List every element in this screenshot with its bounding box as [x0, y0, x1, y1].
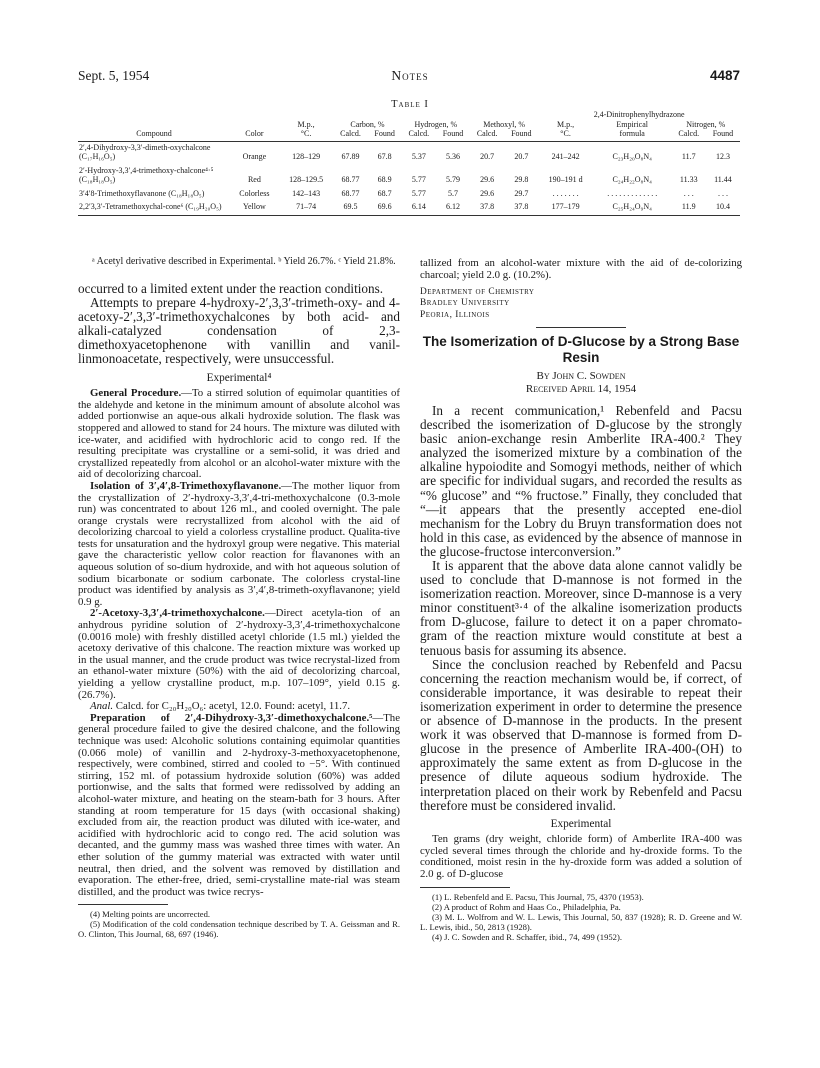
- table-footnote: ᵃ Acetyl derivative described in Experimental. ᵇ Yield 26.7%. ᶜ Yield 21.8%.: [92, 256, 396, 267]
- body-paragraph: Attempts to prepare 4-hydroxy-2′,3,3′-trimeth-oxy- and 4-acetoxy-2′,3,3′-trimethoxychalcones by both acid- and alkali-catalyzed condensation of 2,3-dimethoxyacetophenone with vanillin and vanil-linmonoacetate, respectively, were unsuccessful.: [78, 295, 400, 367]
- body-paragraph: In a recent communication,¹ Rebenfeld and Pacsu described the isomerization of D-glucose by the strongly basic anion-exchange resin Amberlite IRA-400.² They analyzed the isomerized mixture by a combination of the alkaline hypoiodite and Somogyi methods, neither of which are specific for individual sugars, and recorded the results as “% glucose” and “% fructose.” Finally, they concluded that “—it appears that the presently accepted ene-diol mechanism for the Lobry du Bruyn transformation does not hold in this case, as evidenced by the absence of mannose in the glucose-fructose interconversion.”: [420, 402, 742, 559]
- section-rule: [536, 327, 626, 328]
- cell-h-calcd: 5.37: [411, 152, 426, 161]
- cell-c-found: 68.9: [377, 175, 392, 184]
- affiliation: Bradley University: [420, 298, 510, 309]
- cell-color: Red: [247, 175, 261, 184]
- cell-ome-found: 37.8: [504, 201, 538, 215]
- cell-dnp-mp: 241–242: [551, 152, 580, 161]
- cell-ome-calcd: 29.6: [480, 188, 495, 198]
- cell-ome-calcd: 20.7: [480, 152, 495, 161]
- cell-dnp-formula: C₂₅H₂₄O₉N₄: [593, 201, 672, 215]
- cell-c-found: 69.6: [368, 201, 402, 215]
- header-mp-unit: °C.: [279, 129, 334, 141]
- cell-ome-found: 29.7: [514, 188, 529, 198]
- cell-ome-found: 29.8: [514, 175, 529, 184]
- header-hydrogen: Hydrogen, %: [414, 119, 458, 129]
- header-found: Found: [504, 129, 538, 141]
- table-row: [78, 141, 740, 165]
- paragraph-text: —Direct acetyla-tion of an anhydrous pyridine solution of 2′-hydroxy-3,3′,4-trimethoxychalcone (0.0016 mole) with freshly distilled acetyl chloride (1.5 ml.) yielded the acetoxy derivative of this chalcone. The reaction mixture was worked up in the usual manner, and the crude product was twice recrystal-lized from an ethanol-water mixture (50%) with the aid of decolorizing charcoal, yielding a yellow crystalline product, m.p. 107–109°, yield 0.15 g. (26.7%).: [78, 607, 400, 701]
- dnp-group-header: 2,4-Dinitrophenylhydrazone: [593, 110, 685, 119]
- header-found: Found: [706, 129, 740, 141]
- header-calcd: Calcd.: [402, 129, 436, 141]
- header-empirical: Empirical: [616, 119, 648, 129]
- received-date: Received April 14, 1954: [525, 383, 637, 396]
- data-table: [78, 110, 740, 216]
- header-calcd: Calcd.: [672, 129, 706, 141]
- run-in-heading: General Procedure.: [90, 387, 182, 400]
- general-procedure-paragraph: [78, 388, 400, 481]
- affiliation: Peoria, Illinois: [420, 309, 490, 320]
- body-paragraph: It is apparent that the above data alone cannot validly be used to conclude that D-mannose is not formed in the isomerization reaction. Moreover, since D-mannose is a very minor constituent³·⁴ of the alkaline isomerization products from D-glucose, failure to detect it on a paper chromato-gram of the reaction mixture would constitute at best a tenuous basis for assuming its absence.: [420, 558, 742, 658]
- cell-dnp-formula: C₂₃H₂₀O₈N₄: [612, 152, 652, 161]
- table-row: [78, 165, 740, 188]
- cell-dnp-formula: C₂₄H₂₂O₈N₄: [612, 175, 652, 184]
- footnote: (1) L. Rebenfeld and E. Pacsu, This Journal, 75, 4370 (1953).: [432, 891, 644, 902]
- table-caption: Table I: [391, 99, 429, 110]
- cell-dnp-mp: 190–191 d: [548, 175, 583, 184]
- article-title: The Isomerization of D-Glucose by a Strong Base Resin: [422, 333, 740, 365]
- cell-n-found: 10.4: [706, 201, 740, 215]
- header-found: Found: [436, 129, 470, 141]
- header-formula: formula: [593, 129, 672, 141]
- cell-ome-found: 20.7: [514, 152, 529, 161]
- cell-h-found: 5.79: [445, 175, 460, 184]
- cell-ome-calcd: 37.8: [470, 201, 504, 215]
- cell-mp: 142–143: [292, 188, 321, 198]
- cell-compound: 2,2′3,3′-Tetramethoxychal-cone⁶ (C₁₉H₂₀O₅): [78, 201, 230, 215]
- cell-compound: 3′4′8-Trimethoxyflavanone (C₁₈H₁₈O₅): [79, 188, 205, 198]
- cell-color: Colorless: [239, 188, 270, 198]
- anal-label: Anal.: [90, 700, 114, 713]
- body-paragraph: Ten grams (dry weight, chloride form) of Amberlite IRA-400 was cycled several times through the chloride and hy-droxide forms. To the conditioned, moist resin in the hy-droxide form was added a solution of 2.0 g. of D-glucose: [420, 833, 742, 881]
- header-compound: Compound: [78, 129, 230, 141]
- cell-h-calcd: 6.14: [402, 201, 436, 215]
- cell-h-calcd: 5.77: [411, 188, 426, 198]
- cell-mp: 128–129.5: [289, 175, 324, 184]
- page-number: 4487: [709, 68, 740, 83]
- table-row: [78, 188, 740, 202]
- cell-mp: 128–129: [292, 152, 321, 161]
- cell-n-calcd: 11.33: [679, 175, 698, 184]
- cell-color: Orange: [242, 152, 267, 161]
- paragraph-text: Calcd. for C₂₀H₂₀O₆: acetyl, 12.0. Found: acetyl, 11.7.: [113, 700, 351, 713]
- cell-compound: 2′-Hydroxy-3,3′,4-trimethoxy-chalcone⁴·⁵ (C₁₈H₁₈O₅): [79, 165, 214, 184]
- right-column: [420, 258, 742, 942]
- paragraph-text: —The general procedure failed to give the desired chalcone, and the following technique was used: Alcoholic solutions containing equimolar quantities (0.066 mole) of vanillin and 2-hydroxy-3-methoxyacetophenone, respectively, were combined, stirred and cooled to −5°. With continued stirring, 152 ml. of potassium hydroxide solution (60%) was added portionwise, and the salts that formed were redissolved by adding an alcohol-water mixture, and heating on the steam-bath for 3 hours. After standing at room temperature for 15 days (with occasional shaking) excluded from air, the reaction product was diluted with ice-water, and acidified with hydrochloric acid to congo red. The acid solution was decanted, and the gummy mass was washed three times with water. An ether solution of the gummy material was extracted with water until neutral, then dried, and the solvent was removed by distillation and evaporation. The ether-free, dried, semi-crystalline mate-rial was steam distilled, and the product was twice recrys-: [78, 711, 400, 898]
- cell-h-found: 5.36: [445, 152, 460, 161]
- cell-n-calcd: 11.7: [681, 152, 696, 161]
- header-calcd: Calcd.: [333, 129, 367, 141]
- cell-h-calcd: 5.77: [411, 175, 426, 184]
- cell-n-calcd: . . .: [683, 188, 694, 198]
- cell-n-found: 11.44: [714, 175, 732, 184]
- paragraph-text: —To a stirred solution of equimolar quantities of the aldehyde and ketone in the minimum amount of absolute alcohol was added portionwise an aque-ous alkali hydroxide solution. The flask was stoppered and allowed to stand for 24 hours. The mixture was diluted with ice-water, and acidified with hydrochloric acid to congo red. If the resulting precipitate was crystalline or a semi-solid, it was dried and crystallized repeatedly from alcohol or an alcohol-water mixture with the aid of decolorizing charcoal.: [78, 387, 400, 481]
- header-dnp-mp-unit: °C.: [538, 129, 593, 141]
- affiliation: Department of Chemistry: [420, 287, 535, 298]
- footnote: (3) M. L. Wolfrom and W. L. Lewis, This Journal, 50, 837 (1928); R. D. Greene and W. L. Lewis, ibid., 50, 2813 (1928).: [420, 911, 742, 932]
- cell-mp: 71–74: [279, 201, 334, 215]
- footnote-rule: [420, 887, 510, 888]
- body-paragraph: occurred to a limited extent under the reaction conditions.: [78, 281, 384, 296]
- header-mp: M.p.,: [297, 119, 315, 129]
- left-column: [78, 282, 400, 939]
- header-methoxyl: Methoxyl, %: [483, 119, 526, 129]
- cell-compound: 2′,4-Dihydroxy-3,3′-dimeth-oxychalcone (C₁₇H₁₆O₅): [79, 142, 211, 161]
- cell-c-found: 68.7: [377, 188, 392, 198]
- cell-n-found: . . .: [717, 188, 728, 198]
- cell-c-calcd: 67.89: [341, 152, 360, 161]
- footnote: (2) A product of Rohm and Haas Co., Philadelphia, Pa.: [432, 901, 621, 912]
- header-dnp-mp: M.p.,: [557, 119, 575, 129]
- cell-c-calcd: 68.77: [341, 188, 360, 198]
- table-row: [78, 201, 740, 215]
- footnote: (4) J. C. Sowden and R. Schaffer, ibid., 74, 499 (1952).: [432, 931, 622, 942]
- footnote: (5) Modification of the cold condensation technique described by T. A. Geissman and R. O. Clinton, This Journal, 68, 697 (1946).: [78, 919, 400, 940]
- footnote-rule: [78, 904, 168, 905]
- running-section: Notes: [391, 68, 429, 83]
- header-calcd: Calcd.: [470, 129, 504, 141]
- header-nitrogen: Nitrogen, %: [686, 119, 726, 129]
- cell-h-found: 5.7: [447, 188, 458, 198]
- experimental-heading: Experimental⁴: [206, 371, 272, 384]
- isolation-paragraph: [78, 481, 400, 609]
- cell-n-calcd: 11.9: [672, 201, 706, 215]
- run-in-heading: Isolation of 3′,4′,8-Trimethoxyflavanone.: [90, 479, 282, 492]
- cell-c-found: 67.8: [377, 152, 392, 161]
- preparation-paragraph: [78, 713, 400, 899]
- cell-ome-calcd: 29.6: [480, 175, 495, 184]
- article-author: By John C. Sowden: [536, 369, 626, 382]
- cell-n-found: 12.3: [715, 152, 730, 161]
- cell-c-calcd: 69.5: [333, 201, 367, 215]
- footnote: (4) Melting points are uncorrected.: [90, 909, 211, 920]
- paragraph-text: —The mother liquor from the crystallization of 2′-hydroxy-3,3′,4-tri-methoxychalcone (0.3-mole run) was concentrated to about 126 ml., and cooled overnight. The pale orange crystals were recrystallized from alcohol with the aid of decolorizing charcoal to yield a colorless crystalline product. Qualita-tive tests for unsaturation and the hydroxyl group were negative. This material gave the characteristic yellow color reaction for flavanones with an aqueous solution of so-dium hydroxide, and with hot aqueous solution of sodium bicarbonate or sodium carbonate. The colorless crystal-line product was identified by analysis as 3′,4′,8-trimeth-oxyflavanone; yield 0.9 g.: [78, 479, 400, 608]
- cell-h-found: 6.12: [436, 201, 470, 215]
- cell-dnp-mp: . . . . . . .: [552, 188, 579, 198]
- experimental-heading: Experimental: [550, 817, 612, 830]
- run-in-heading: Preparation of 2′,4-Dihydroxy-3,3′-dimethoxychalcone.⁵: [90, 711, 373, 724]
- cell-dnp-mp: 177–179: [538, 201, 593, 215]
- cell-dnp-formula: . . . . . . . . . . . . .: [607, 188, 658, 198]
- acetoxy-paragraph: [78, 608, 400, 701]
- cell-c-calcd: 68.77: [341, 175, 360, 184]
- running-date: Sept. 5, 1954: [78, 68, 150, 83]
- run-in-heading: 2′-Acetoxy-3,3′,4-trimethoxychalcone.: [90, 607, 265, 620]
- cell-color: Yellow: [230, 201, 279, 215]
- header-found: Found: [368, 129, 402, 141]
- header-carbon: Carbon, %: [350, 119, 385, 129]
- body-paragraph: Since the conclusion reached by Rebenfeld and Pacsu concerning the reaction mechanism would be, if correct, of considerable importance, it was desirable to repeat their isomerization experiment in order to determine the presence or absence of D-mannose in the products. In the present work it was observed that D-mannose is formed from D-glucose in the presence of Amberlite IRA-400-(OH) to approximately the same extent as from D-glucose in the presence of dilute aqueous sodium hydroxide. The interpretation placed on their work by Rebenfeld and Pacsu therefore must be considered invalid.: [420, 656, 742, 813]
- header-color: Color: [230, 129, 279, 141]
- body-paragraph: tallized from an alcohol-water mixture with the aid of de-colorizing charcoal; yield 2.0 g. (10.2%).: [420, 257, 742, 281]
